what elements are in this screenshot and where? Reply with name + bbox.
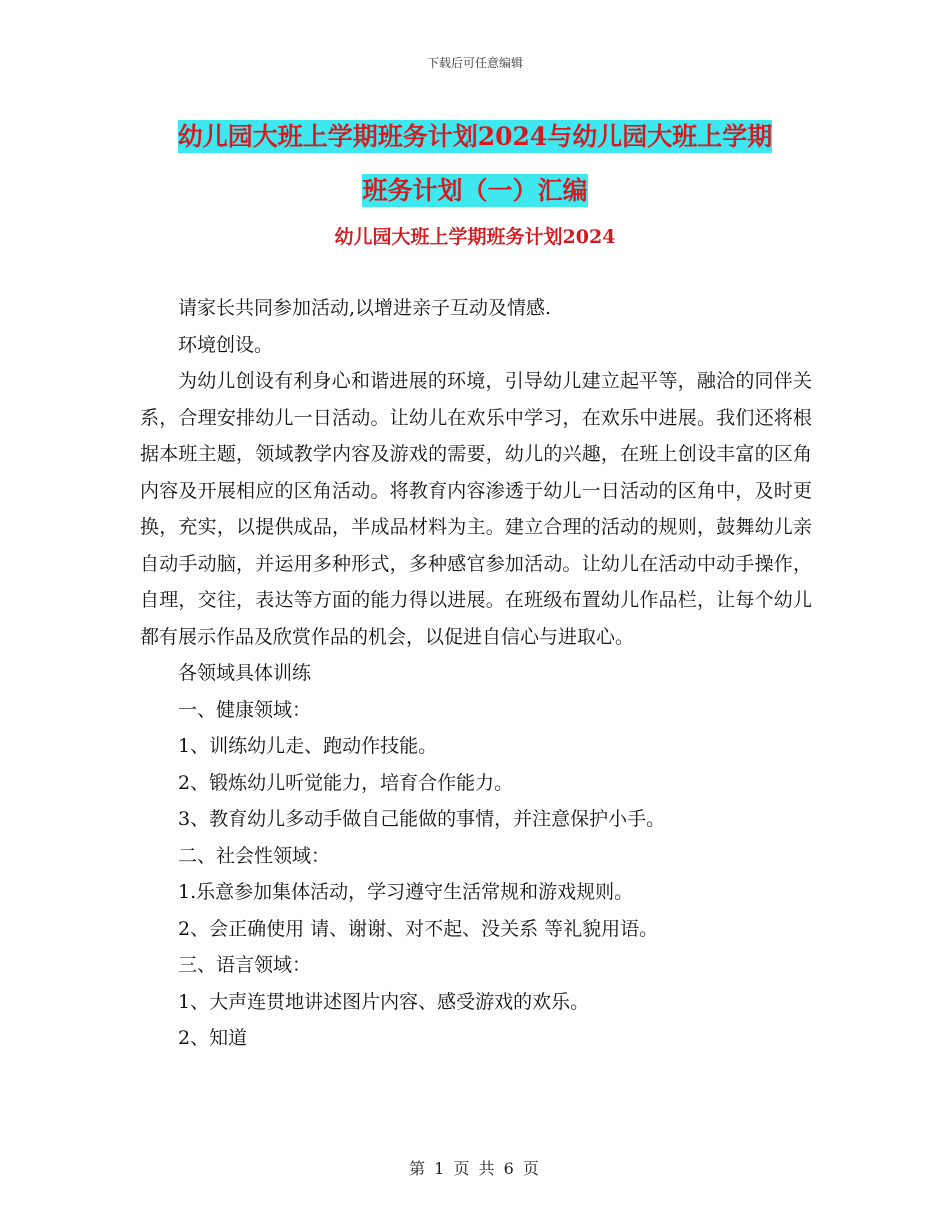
page-footer: 第 1 页 共 6 页	[409, 1159, 541, 1178]
document-body	[140, 290, 812, 1057]
list-item: 2、知道	[178, 1027, 248, 1049]
list-item: 2、会正确使用 请、谢谢、对不起、没关系 等礼貌用语。	[178, 917, 659, 940]
heading-social: 二、社会性领域：	[178, 844, 331, 867]
paragraph-environment: 为幼儿创设有利身心和谐进展的环境，引导幼儿建立起平等，融洽的同伴关系，合理安排幼儿一日活动。让幼儿在欢乐中学习，在欢乐中进展。我们还将根据本班主题，领域教学内容及游戏的需要，幼儿的兴趣，在班上创设丰富的区角内容及开展相应的区角活动。将教育内容渗透于幼儿一日活动的区角中，及时更换，充实，以提供成品，半成品材料为主。建立合理的活动的规则，鼓舞幼儿亲自动手动脑，并运用多种形式，多种感官参加活动。让幼儿在活动中动手操作，自理，交往，表达等方面的能力得以进展。在班级布置幼儿作品栏，让每个幼儿都有展示作品及欣赏作品的机会，以促进自信心与进取心。	[140, 370, 812, 648]
list-item: 1、训练幼儿走、跑动作技能。	[178, 735, 438, 757]
heading-language: 三、语言领域：	[178, 954, 312, 976]
heading-environment: 环境创设。	[178, 333, 274, 356]
section-title: 幼儿园大班上学期班务计划2024	[334, 226, 616, 248]
paragraph-invite-parents: 请家长共同参加活动,以增进亲子互动及情感.	[178, 297, 552, 319]
document-title-line-1: 幼儿园大班上学期班务计划2024与幼儿园大班上学期	[177, 122, 773, 151]
heading-domains: 各领域具体训练	[178, 662, 312, 684]
list-item: 3、教育幼儿多动手做自己能做的事情，并注意保护小手。	[178, 808, 666, 830]
heading-health: 一、健康领域：	[178, 698, 312, 721]
header-note: 下载后可任意编辑	[426, 56, 523, 70]
list-item: 1.乐意参加集体活动，学习遵守生活常规和游戏规则。	[178, 881, 634, 903]
list-item: 1、大声连贯地讲述图片内容、感受游戏的欢乐。	[178, 990, 590, 1013]
list-item: 2、锻炼幼儿听觉能力，培育合作能力。	[178, 771, 514, 794]
document-title-line-2: 班务计划（一）汇编	[362, 176, 588, 205]
document-title	[0, 110, 950, 218]
